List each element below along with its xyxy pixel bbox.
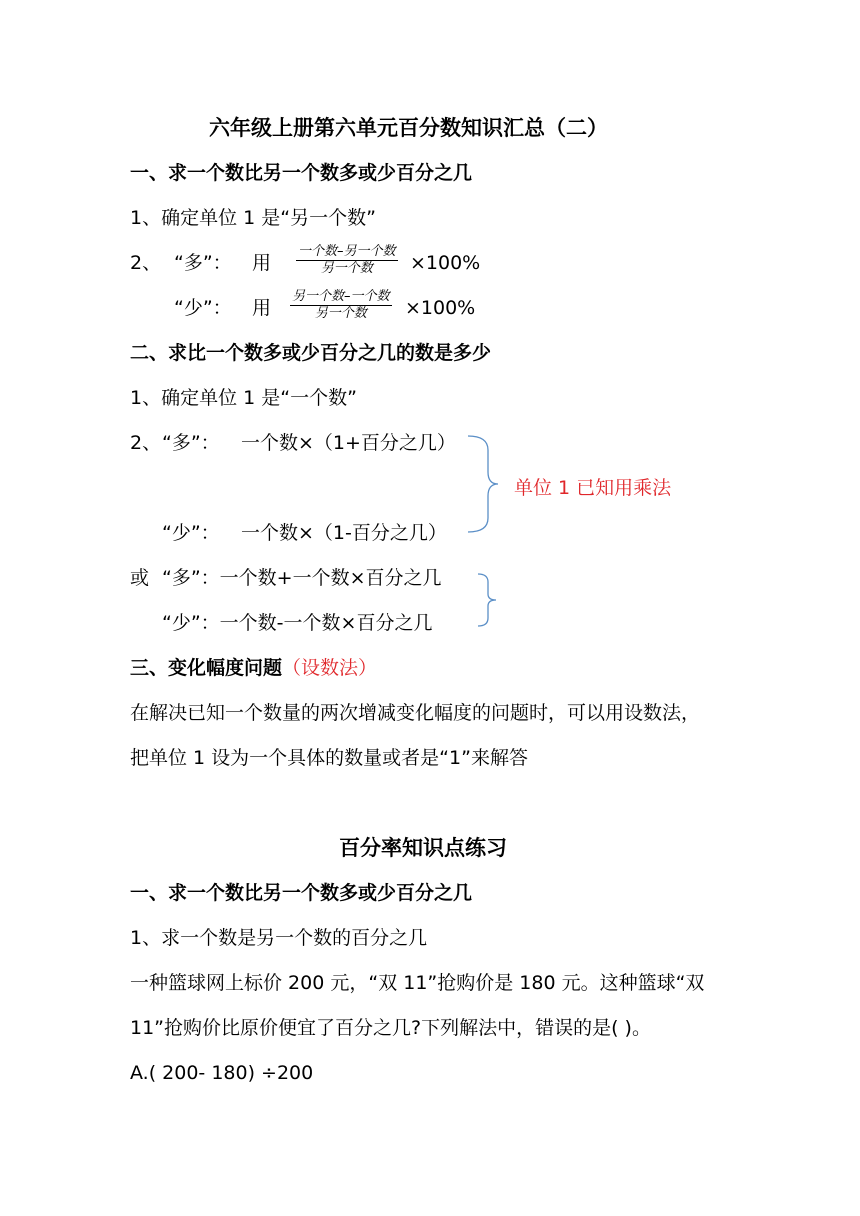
more-fraction bbox=[296, 244, 398, 277]
more-fraction-numerator: 一个数–另一个数 bbox=[298, 244, 396, 259]
section3-heading-note: （设数法） bbox=[282, 657, 378, 679]
question-line1: 一种篮球网上标价 200 元，“双 11”抢购价是 180 元。这种篮球“双 bbox=[130, 972, 705, 994]
question-line2: 11”抢购价比原价便宜了百分之几?下列解法中，错误的是( )。 bbox=[130, 1017, 651, 1039]
section1-more-label: “多”： bbox=[174, 252, 232, 274]
section2-more-formula: 一个数×（1+百分之几） bbox=[241, 432, 456, 454]
less-fraction-numerator: 另一个数–一个数 bbox=[292, 289, 390, 304]
multiplication-note: 单位 1 已知用乘法 bbox=[514, 477, 672, 499]
right-brace-small-icon bbox=[476, 572, 506, 630]
section3-heading: 三、变化幅度问题 bbox=[130, 657, 283, 679]
section2-more-prefix: 2、 bbox=[130, 432, 162, 454]
more-times100: ×100% bbox=[410, 252, 481, 274]
section1-less-label: “少”： bbox=[174, 297, 232, 319]
page-title: 六年级上册第六单元百分数知识汇总（二） bbox=[209, 116, 608, 140]
section1-more-prefix: 2、 bbox=[130, 252, 162, 274]
alt-more-formula: “多”：一个数+一个数×百分之几 bbox=[162, 567, 442, 589]
section2-heading: 二、求比一个数多或少百分之几的数是多少 bbox=[130, 342, 492, 364]
section3-paragraph-line1: 在解决已知一个数量的两次增减变化幅度的问题时，可以用设数法， bbox=[130, 702, 701, 724]
section1-line1: 1、确定单位 1 是“另一个数” bbox=[130, 207, 376, 229]
more-fraction-denominator: 另一个数 bbox=[320, 261, 373, 276]
practice-heading: 一、求一个数比另一个数多或少百分之几 bbox=[130, 882, 473, 904]
section1-less-use: 用 bbox=[252, 297, 272, 319]
section2-line1: 1、确定单位 1 是“一个数” bbox=[130, 387, 357, 409]
less-fraction-denominator: 另一个数 bbox=[314, 306, 367, 321]
or-label: 或 bbox=[130, 567, 150, 589]
section2-more-label: “多”： bbox=[162, 432, 220, 454]
less-fraction bbox=[290, 289, 392, 322]
section3-paragraph-line2: 把单位 1 设为一个具体的数量或者是“1”来解答 bbox=[130, 747, 528, 769]
practice-title: 百分率知识点练习 bbox=[339, 836, 507, 860]
alt-less-formula: “少”：一个数-一个数×百分之几 bbox=[162, 612, 433, 634]
option-a: A.( 200- 180) ÷200 bbox=[130, 1062, 314, 1084]
section1-more-use: 用 bbox=[252, 252, 272, 274]
section2-less-label: “少”： bbox=[162, 522, 220, 544]
section3-heading-line bbox=[130, 656, 377, 680]
practice-subheading: 1、求一个数是另一个数的百分之几 bbox=[130, 927, 428, 949]
right-brace-icon bbox=[466, 434, 516, 534]
less-times100: ×100% bbox=[405, 297, 476, 319]
section2-less-formula: 一个数×（1-百分之几） bbox=[241, 522, 447, 544]
section1-heading: 一、求一个数比另一个数多或少百分之几 bbox=[130, 162, 473, 184]
